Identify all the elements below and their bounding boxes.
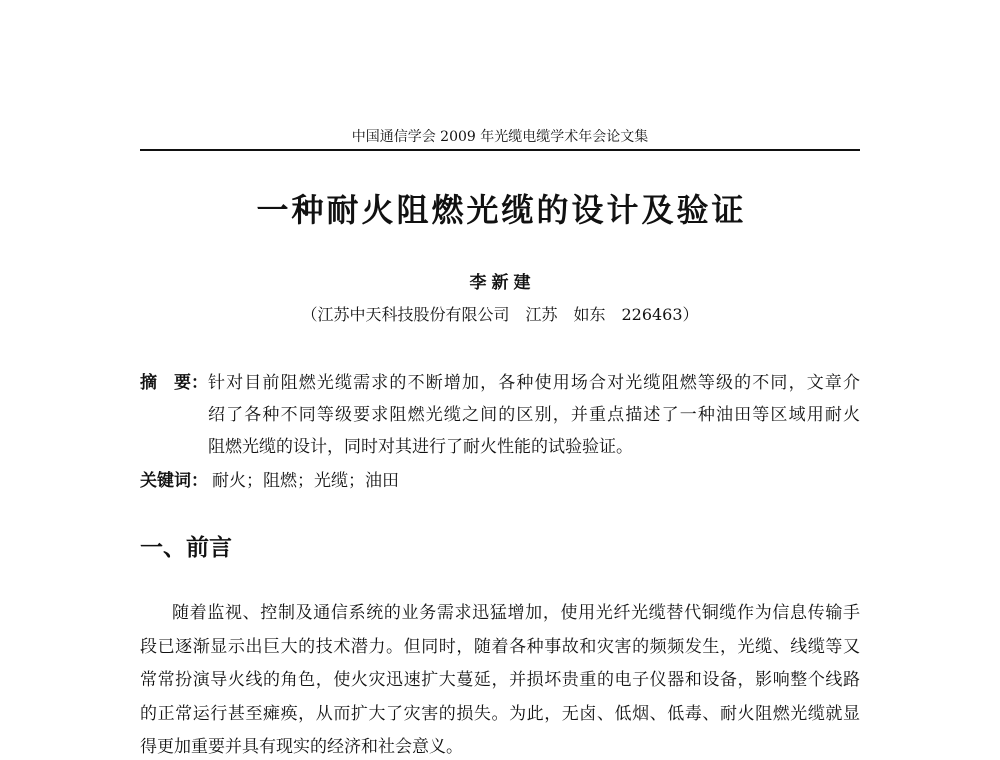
abstract-label: 摘 要：	[140, 373, 208, 393]
paragraph-line: 得更加重要并具有现实的经济和社会意义。	[140, 737, 463, 757]
paper-title: 一种耐火阻燃光缆的设计及验证	[256, 191, 747, 229]
abstract-line: 针对目前阻燃光缆需求的不断增加，各种使用场合对光缆阻燃等级的不同，文章介	[208, 373, 860, 393]
paragraph-line: 常常扮演导火线的角色，使火灾迅速扩大蔓延，并损坏贵重的电子仪器和设备，影响整个线路	[140, 670, 860, 690]
abstract-body	[208, 372, 860, 458]
keywords-label: 关键词：	[140, 471, 208, 491]
section-paragraph	[140, 603, 860, 757]
keywords-text: 耐火；阻燃；光缆；油田	[212, 471, 399, 491]
running-header: 中国通信学会 2009 年光缆电缆学术年会论文集	[351, 129, 649, 145]
paragraph-line: 随着监视、控制及通信系统的业务需求迅猛增加，使用光纤光缆替代铜缆作为信息传输手	[172, 603, 860, 623]
section-heading: 一、前言	[140, 535, 232, 561]
author-name: 李新建	[469, 273, 536, 293]
author-affiliation: （江苏中天科技股份有限公司 江苏 如东 226463）	[301, 305, 699, 324]
header-rule	[140, 149, 860, 151]
paragraph-line: 段已逐渐显示出巨大的技术潜力。但同时，随着各种事故和灾害的频频发生，光缆、线缆等又	[140, 636, 860, 657]
paragraph-line: 的正常运行甚至瘫痪，从而扩大了灾害的损失。为此，无卤、低烟、低毒、耐火阻燃光缆就显	[140, 703, 860, 724]
abstract-line: 绍了各种不同等级要求阻燃光缆之间的区别，并重点描述了一种油田等区域用耐火	[208, 405, 860, 425]
abstract-line: 阻燃光缆的设计，同时对其进行了耐火性能的试验验证。	[208, 437, 633, 457]
